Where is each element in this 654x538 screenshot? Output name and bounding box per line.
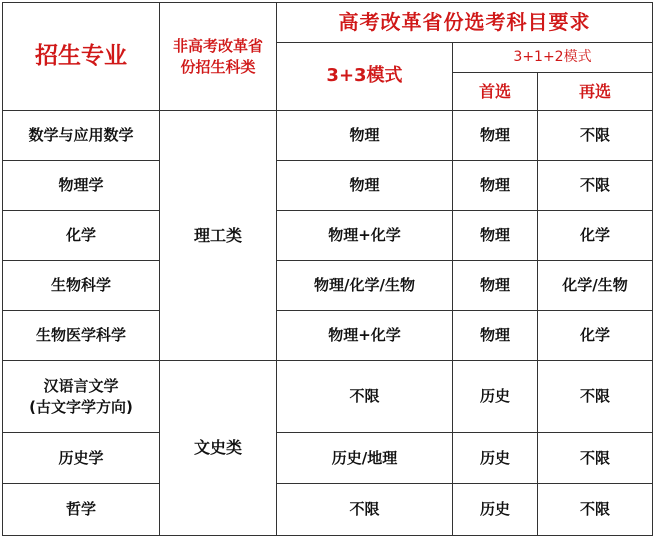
first-choice-cell: 历史 bbox=[453, 484, 538, 536]
header-major bbox=[3, 3, 160, 111]
req33-cell: 物理 bbox=[277, 111, 453, 161]
table-row bbox=[3, 433, 653, 484]
table-row bbox=[3, 211, 653, 261]
admission-requirements-table bbox=[2, 2, 653, 536]
req33-cell: 物理+化学 bbox=[277, 211, 453, 261]
major-cell: 哲学 bbox=[3, 484, 160, 536]
header-first-choice: 首选 bbox=[453, 73, 538, 111]
table-row bbox=[3, 161, 653, 211]
second-choice-cell: 不限 bbox=[538, 111, 653, 161]
first-choice-cell: 物理 bbox=[453, 111, 538, 161]
header-major-label: 招生专业 bbox=[35, 42, 127, 69]
second-choice-cell: 不限 bbox=[538, 361, 653, 433]
category-arts: 文史类 bbox=[160, 361, 277, 536]
major-cell: 化学 bbox=[3, 211, 160, 261]
header-row-1 bbox=[3, 3, 653, 43]
header-non-reform bbox=[160, 3, 277, 111]
req33-cell: 历史/地理 bbox=[277, 433, 453, 484]
header-mode-312: 3+1+2模式 bbox=[453, 43, 653, 73]
first-choice-cell: 历史 bbox=[453, 433, 538, 484]
table-row bbox=[3, 261, 653, 311]
table-row bbox=[3, 484, 653, 536]
header-second-choice: 再选 bbox=[538, 73, 653, 111]
major-cell: 生物科学 bbox=[3, 261, 160, 311]
second-choice-cell: 不限 bbox=[538, 161, 653, 211]
first-choice-cell: 物理 bbox=[453, 161, 538, 211]
header-mode-33: 3+3模式 bbox=[277, 43, 453, 111]
major-line2: (古文字学方向) bbox=[29, 397, 133, 416]
major-cell: 生物医学科学 bbox=[3, 311, 160, 361]
major-cell: 物理学 bbox=[3, 161, 160, 211]
table-row bbox=[3, 111, 653, 161]
major-cell: 历史学 bbox=[3, 433, 160, 484]
major-line1: 汉语言文学 bbox=[43, 377, 119, 396]
first-choice-cell: 历史 bbox=[453, 361, 538, 433]
second-choice-cell: 化学 bbox=[538, 211, 653, 261]
first-choice-cell: 物理 bbox=[453, 261, 538, 311]
req33-cell: 物理 bbox=[277, 161, 453, 211]
second-choice-cell: 不限 bbox=[538, 433, 653, 484]
first-choice-cell: 物理 bbox=[453, 211, 538, 261]
second-choice-cell: 化学/生物 bbox=[538, 261, 653, 311]
second-choice-cell: 化学 bbox=[538, 311, 653, 361]
table-row bbox=[3, 361, 653, 433]
req33-cell: 不限 bbox=[277, 361, 453, 433]
header-reform-title: 高考改革省份选考科目要求 bbox=[277, 3, 653, 43]
header-non-reform-line2: 份招生科类 bbox=[180, 57, 256, 76]
second-choice-cell: 不限 bbox=[538, 484, 653, 536]
req33-cell: 不限 bbox=[277, 484, 453, 536]
table-row bbox=[3, 311, 653, 361]
major-cell bbox=[3, 361, 160, 433]
category-science: 理工类 bbox=[160, 111, 277, 361]
header-non-reform-line1: 非高考改革省 bbox=[172, 37, 263, 56]
first-choice-cell: 物理 bbox=[453, 311, 538, 361]
req33-cell: 物理+化学 bbox=[277, 311, 453, 361]
req33-cell: 物理/化学/生物 bbox=[277, 261, 453, 311]
major-cell: 数学与应用数学 bbox=[3, 111, 160, 161]
